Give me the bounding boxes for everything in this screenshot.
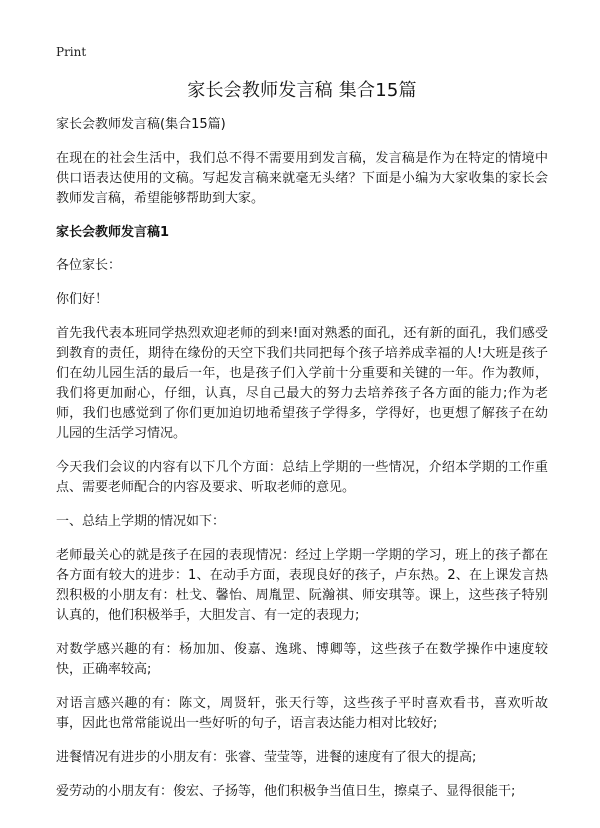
intro-paragraph: 在现在的社会生活中，我们总不得不需要用到发言稿，发言稿是作为在特定的情境中供口语表达使用的文稿。写起发言稿来就毫无头绪？下面是小编为大家收集的家长会教师发言稿，希望能够帮助到大家。 [56, 151, 548, 206]
page-title: 家长会教师发言稿 集合15篇 [187, 80, 417, 101]
body-paragraph: 老师最关心的就是孩子在园的表现情况：经过上学期一学期的学习，班上的孩子都在各方面有较大的进步：1、在动手方面，表现良好的孩子，卢东热。2、在上课发言热烈积极的小朋友有：杜戈、馨怡、周胤罡、阮瀚祺、师安琪等。课上，这些孩子特别认真的，他们积极举手，大胆发言、有一定的表现力; [56, 548, 548, 623]
document-body [56, 76, 548, 816]
print-link[interactable]: Print [56, 45, 87, 59]
document-subtitle: 家长会教师发言稿(集合15篇) [56, 117, 226, 132]
greeting: 你们好！ [56, 292, 109, 307]
body-paragraph: 首先我代表本班同学热烈欢迎老师的到来!面对熟悉的面孔，还有新的面孔，我们感受到教育的责任，期待在缘份的天空下我们共同把每个孩子培养成幸福的人!大班是孩子们在幼儿园生活的最后一年，也是孩子们入学前十分重要和关键的一年。作为教师，我们将更加耐心，仔细，认真，尽自己最大的努力去培养孩子各方面的能力;作为老师，我们也感觉到了你们更加迫切地希望孩子学得多，学得好，也更想了解孩子在幼儿园的生活学习情况。 [56, 326, 548, 441]
body-paragraph: 对数学感兴趣的有：杨加加、俊嘉、逸珧、博卿等，这些孩子在数学操作中速度较快，正确率较高; [56, 642, 548, 677]
body-paragraph: 对语言感兴趣的有：陈文，周贤轩，张天行等，这些孩子平时喜欢看书，喜欢听故事，因此也常常能说出一些好听的句子，语言表达能力相对比较好; [56, 696, 548, 731]
body-paragraph: 进餐情况有进步的小朋友有：张睿、莹莹等，进餐的速度有了很大的提高; [56, 750, 477, 765]
body-paragraph: 今天我们会议的内容有以下几个方面：总结上学期的一些情况，介绍本学期的工作重点、需要老师配合的内容及要求、听取老师的意见。 [56, 460, 548, 495]
body-paragraph: 爱劳动的小朋友有：俊宏、子扬等，他们积极争当值日生，擦桌子、显得很能干; [56, 784, 516, 799]
salutation: 各位家长： [56, 258, 122, 273]
body-paragraph: 一、总结上学期的情况如下： [56, 514, 226, 529]
section-heading: 家长会教师发言稿1 [56, 225, 170, 240]
